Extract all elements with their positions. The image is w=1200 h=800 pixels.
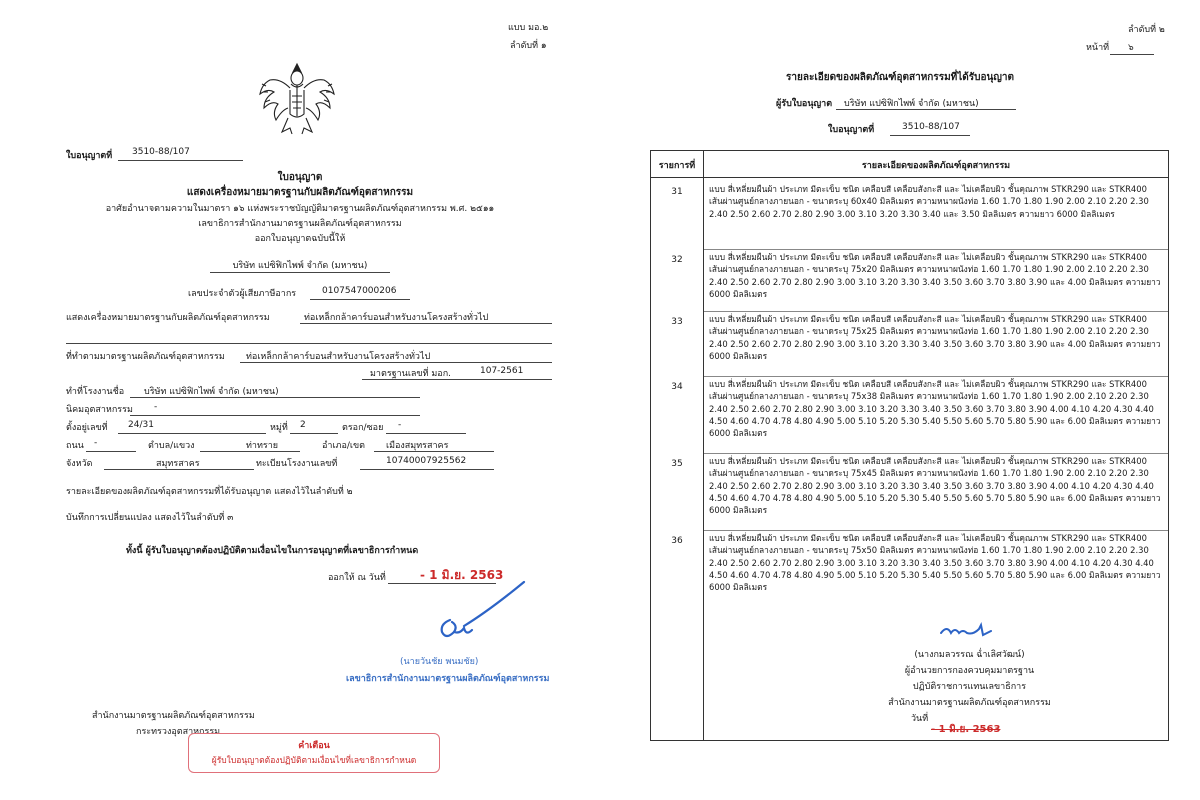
estate-label: นิคมอุตสาหกรรม [66,405,133,415]
authority-line-3: ออกใบอนุญาตฉบับนี้ให้ [254,234,346,244]
signer-title-3: สำนักงานมาตรฐานผลิตภัณฑ์อุตสาหกรรม [888,698,1051,708]
date-stamp: - 1 มิ.ย. 2563 [931,724,1001,735]
issued-date-stamp: - 1 มิ.ย. 2563 [420,568,504,582]
note-details: รายละเอียดของผลิตภัณฑ์อุตสาหกรรมที่ได้รับอนุญาต แสดงไว้ในลำดับที่ ๒ [66,487,353,497]
licensee-label: ผู้รับใบอนุญาต [776,99,833,109]
authority-line-2: เลขาธิการสำนักงานมาตรฐานผลิตภัณฑ์อุตสาหกรรม [198,219,402,229]
table-row [651,251,1168,315]
moo-value: 2 [300,420,306,430]
row-detail: แบบ สี่เหลี่ยมผืนผ้า ประเภท มีตะเข็บ ชนิด เคลือบสี เคลือบสังกะสี และ ไม่เคลือบผิว ชั้นคุณภาพ STKR290 และ STKR400 เส้นผ่านศูนย์กลางภายนอก - ขนาดระบุ 75x20 มิลลิเมตร ความหนาผนังท่อ 1.60 1.70 1.80 1.90 2.00 2.10 2.20 2.30 2.40 2.50 2.60 2.70 2.80 2.90 3.00 3.10 3.20 3.30 3.40 3.50 3.60 3.70 3.80 3.90 และ 4.00 มิลลิเมตร ความยาว 6000 มิลลิเมตร [709,252,1161,299]
std-no-label: มาตรฐานเลขที่ มอก. [370,369,452,379]
amphoe-value: เมืองสมุทรสาคร [386,441,449,451]
amphoe-label: อำเภอ/เขต [322,441,365,451]
moo-label: หมู่ที่ [270,423,288,433]
table-row [651,183,1168,247]
taxid-value: 0107547000206 [322,286,397,296]
license-no-label: ใบอนุญาตที่ [66,151,113,161]
signature-left [420,580,530,644]
province-label: จังหวัด [66,459,93,469]
signature-right [937,621,997,641]
date-label: วันที่ [911,714,929,724]
note-changes: บันทึกการเปลี่ยนแปลง แสดงไว้ในลำดับที่ ๓ [66,513,234,523]
authority-line-1: อาศัยอำนาจตามความในมาตรา ๑๖ แห่งพระราชบัญญัติมาตรฐานผลิตภัณฑ์อุตสาหกรรม พ.ศ. ๒๕๑๑ [105,204,495,214]
road-label: ถนน [66,441,84,451]
row-number: 36 [671,536,683,546]
tambon-value: ท่าทราย [246,441,279,451]
table-row [651,313,1168,377]
license-no-label: ใบอนุญาตที่ [828,125,875,135]
page-no-label: หน้าที่ [1086,43,1110,53]
reg-label: ทะเบียนโรงงานเลขที่ [256,459,338,469]
doc-subtitle: แสดงเครื่องหมายมาตรฐานกับผลิตภัณฑ์อุตสาหกรรม [186,187,414,198]
licensee-value: บริษัท แปซิฟิกไพพ์ จำกัด (มหาชน) [844,99,979,109]
issued-label: ออกให้ ณ วันที่ [328,573,386,583]
col-header-item: รายการที่ [658,161,696,171]
condition-text: ทั้งนี้ ผู้รับใบอนุญาตต้องปฏิบัติตามเงื่อนไขในการอนุญาตที่เลขาธิการกำหนด [126,546,419,556]
row-detail: แบบ สี่เหลี่ยมผืนผ้า ประเภท มีตะเข็บ ชนิด เคลือบสี เคลือบสังกะสี และ ไม่เคลือบผิว ชั้นคุณภาพ STKR290 และ STKR400 เส้นผ่านศูนย์กลางภายนอก - ขนาดระบุ 75x50 มิลลิเมตร ความหนาผนังท่อ 1.60 1.70 1.80 1.90 2.00 2.10 2.20 2.30 2.40 2.50 2.60 2.70 2.80 2.90 3.00 3.10 3.20 3.30 3.40 3.50 3.60 3.70 3.80 3.90 4.00 4.10 4.20 4.30 4.40 4.50 4.60 4.70 4.78 4.80 4.90 5.00 5.10 5.20 5.30 5.40 5.50 5.60 5.70 5.80 5.90 และ 6.00 มิลลิเมตร ความยาว 6000 มิลลิเมตร [709,533,1161,593]
license-no: 3510-88/107 [902,122,960,132]
mark-label: แสดงเครื่องหมายมาตรฐานกับผลิตภัณฑ์อุตสาหกรรม [66,313,270,323]
row-detail: แบบ สี่เหลี่ยมผืนผ้า ประเภท มีตะเข็บ ชนิด เคลือบสี เคลือบสังกะสี และ ไม่เคลือบผิว ชั้นคุณภาพ STKR290 และ STKR400 เส้นผ่านศูนย์กลางภายนอก - ขนาดระบุ 75x38 มิลลิเมตร ความหนาผนังท่อ 1.60 1.70 1.80 1.90 2.00 2.10 2.20 2.30 2.40 2.50 2.60 2.70 2.80 2.90 3.00 3.10 3.20 3.30 3.40 3.50 3.60 3.70 3.80 3.90 4.00 4.10 4.20 4.30 4.40 4.50 4.60 4.70 4.78 4.80 4.90 5.00 5.10 5.20 5.30 5.40 5.50 5.60 5.70 5.80 5.90 และ 6.00 มิลลิเมตร ความยาว 6000 มิลลิเมตร [709,379,1161,439]
col-header-detail: รายละเอียดของผลิตภัณฑ์อุตสาหกรรม [861,161,1011,171]
license-no: 3510-88/107 [132,147,190,157]
row-number: 32 [671,255,683,265]
page-no: ๖ [1128,43,1134,53]
row-detail: แบบ สี่เหลี่ยมผืนผ้า ประเภท มีตะเข็บ ชนิด เคลือบสี เคลือบสังกะสี และ ไม่เคลือบผิว ชั้นคุณภาพ STKR290 และ STKR400 เส้นผ่านศูนย์กลางภายนอก - ขนาดระบุ 60x40 มิลลิเมตร ความหนาผนังท่อ 1.60 1.70 1.80 1.90 2.00 2.10 2.20 2.30 2.40 2.50 2.60 2.70 2.80 2.90 3.00 3.10 3.20 3.30 3.40 และ 3.50 มิลลิเมตร ความยาว 6000 มิลลิเมตร [709,184,1149,219]
taxid-label: เลขประจำตัวผู้เสียภาษีอากร [188,289,297,299]
signer-title-2: ปฏิบัติราชการแทนเลขาธิการ [912,682,1027,692]
soi-label: ตรอก/ซอย [342,423,384,433]
doc-title: ใบอนุญาต [277,172,323,183]
page-order: ลำดับที่ ๒ [1128,25,1165,35]
table-row [651,455,1168,531]
signer-title-1: ผู้อำนวยการกองควบคุมมาตรฐาน [904,666,1035,676]
ministry-name: กระทรวงอุตสาหกรรม [136,727,221,737]
page-order: ลำดับที่ ๑ [510,41,547,51]
details-page [600,0,1200,800]
office-name: สำนักงานมาตรฐานผลิตภัณฑ์อุตสาหกรรม [92,711,255,721]
tambon-label: ตำบล/แขวง [148,441,195,451]
soi-value: - [398,420,402,430]
details-heading: รายละเอียดของผลิตภัณฑ์อุตสาหกรรมที่ได้รับอนุญาต [785,72,1014,83]
row-number: 31 [671,187,683,197]
signer-name: (นางกมลวรรณ ฉ่ำเลิศวัฒน์) [914,650,1025,660]
road-value: - [94,438,98,448]
form-code: แบบ มอ.๒ [508,23,549,33]
std-no: 107-2561 [480,366,524,376]
warning-box [188,733,440,773]
signer-title: เลขาธิการสำนักงานมาตรฐานผลิตภัณฑ์อุตสาหกรรม [346,674,550,684]
table-row [651,378,1168,454]
province-value: สมุทรสาคร [156,459,200,469]
estate-value: - [154,402,158,412]
warning-title: คำเตือน [298,741,330,751]
addr-value: 24/31 [128,420,154,430]
row-detail: แบบ สี่เหลี่ยมผืนผ้า ประเภท มีตะเข็บ ชนิด เคลือบสี เคลือบสังกะสี และ ไม่เคลือบผิว ชั้นคุณภาพ STKR290 และ STKR400 เส้นผ่านศูนย์กลางภายนอก - ขนาดระบุ 75x45 มิลลิเมตร ความหนาผนังท่อ 1.60 1.70 1.80 1.90 2.00 2.10 2.20 2.30 2.40 2.50 2.60 2.70 2.80 2.90 3.00 3.10 3.20 3.30 3.40 3.50 3.60 3.70 3.80 3.90 4.00 4.10 4.20 4.30 4.40 4.50 4.60 4.70 4.78 4.80 4.90 5.00 5.10 5.20 5.30 5.40 5.50 5.60 5.70 5.80 5.90 และ 6.00 มิลลิเมตร ความยาว 6000 มิลลิเมตร [709,456,1161,516]
signer-name: (นายวันชัย พนมชัย) [400,657,479,667]
reg-value: 10740007925562 [386,456,467,466]
product-table [650,150,1169,741]
mark-value: ท่อเหล็กกล้าคาร์บอนสำหรับงานโครงสร้างทั่วไป [304,313,489,323]
table-row [651,532,1168,608]
row-number: 35 [671,459,683,469]
factory-name: บริษัท แปซิฟิกไพพ์ จำกัด (มหาชน) [144,387,279,397]
addr-label: ตั้งอยู่เลขที่ [66,423,108,433]
company-name: บริษัท แปซิฟิกไพพ์ จำกัด (มหาชน) [232,261,368,271]
std-value: ท่อเหล็กกล้าคาร์บอนสำหรับงานโครงสร้างทั่วไป [246,352,431,362]
factory-label: ทำที่โรงงานชื่อ [66,387,125,397]
warning-text: ผู้รับใบอนุญาตต้องปฏิบัติตามเงื่อนไขที่เลขาธิการกำหนด [211,756,417,766]
row-number: 34 [671,382,683,392]
garuda-emblem [252,58,342,138]
std-label: ที่ทำตามมาตรฐานผลิตภัณฑ์อุตสาหกรรม [66,352,225,362]
row-number: 33 [671,317,683,327]
row-detail: แบบ สี่เหลี่ยมผืนผ้า ประเภท มีตะเข็บ ชนิด เคลือบสี เคลือบสังกะสี และ ไม่เคลือบผิว ชั้นคุณภาพ STKR290 และ STKR400 เส้นผ่านศูนย์กลางภายนอก - ขนาดระบุ 75x25 มิลลิเมตร ความหนาผนังท่อ 1.60 1.70 1.80 1.90 2.00 2.10 2.20 2.30 2.40 2.50 2.60 2.70 2.80 2.90 3.00 3.10 3.20 3.30 3.40 3.50 3.60 3.70 3.80 3.90 และ 4.00 มิลลิเมตร ความยาว 6000 มิลลิเมตร [709,314,1161,361]
